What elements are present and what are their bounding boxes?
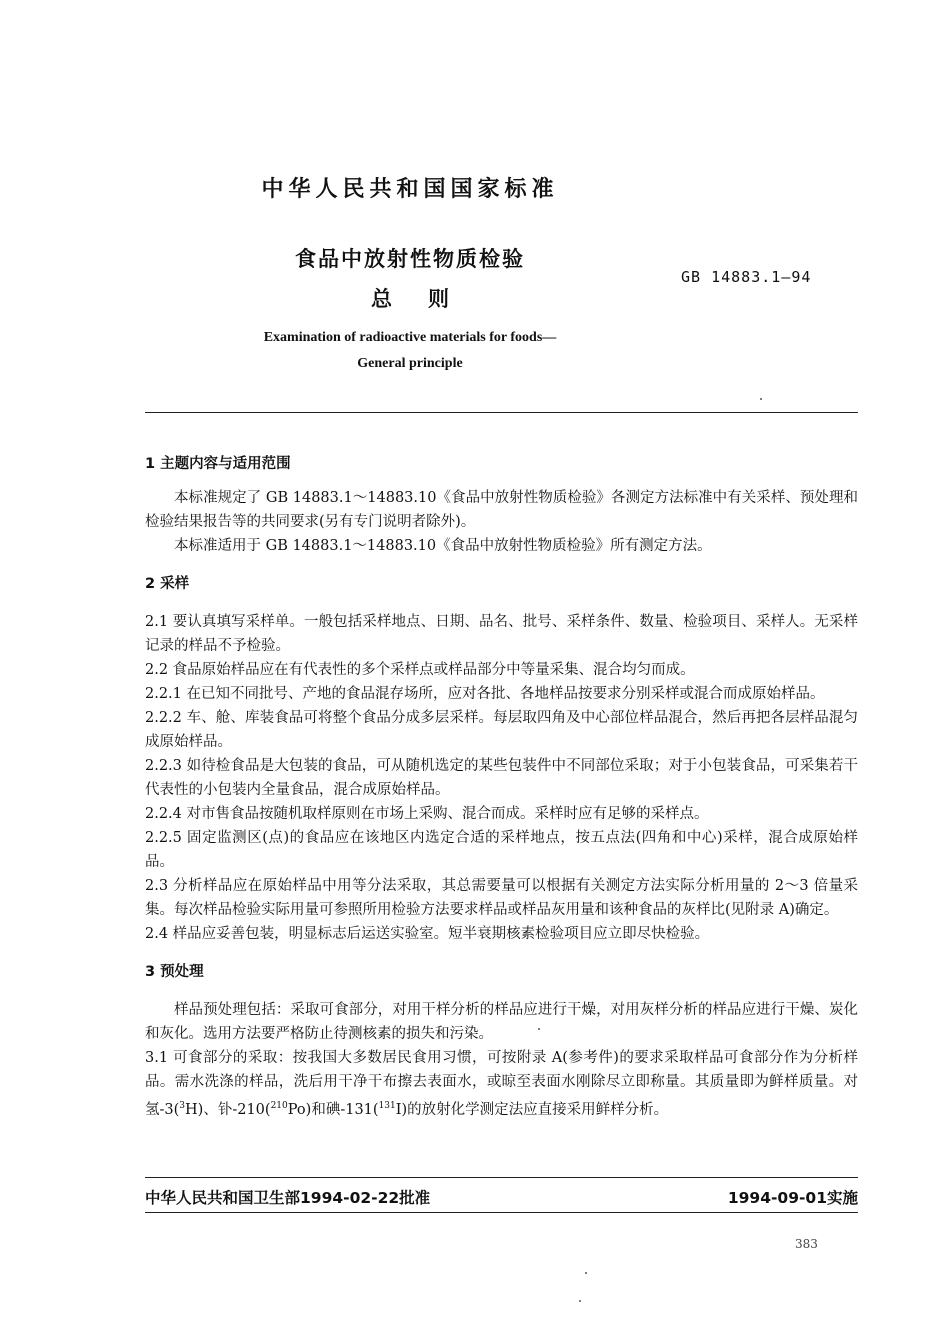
clause-text: 3.1 可食部分的采取：按我国大多数居民食用习惯，可按附录 A(参考件)的要求采取样品可食部分作为分析样品。需水洗涤的样品，洗后用干净干布擦去表面水，或晾至表面水刚除尽立即称量。其质量即为鲜样质量。对氢-3( xyxy=(145,1050,858,1118)
document-subtitle: 总则 xyxy=(371,287,485,311)
clause: 2.1 要认真填写采样单。一般包括采样地点、日期、品名、批号、采样条件、数量、检验项目、采样人。无采样记录的样品不予检验。 xyxy=(145,614,858,654)
page-number: 383 xyxy=(795,1237,818,1251)
english-title-line1: Examination of radioactive materials for foods— xyxy=(263,330,557,345)
superscript: 210 xyxy=(270,1101,288,1111)
clause-text: Po)和碘-131( xyxy=(287,1101,379,1118)
scan-speck xyxy=(579,1300,581,1302)
footer-bottom-line xyxy=(145,1212,858,1213)
clause-3-1 xyxy=(145,1046,858,1122)
paragraph: 本标准规定了 GB 14883.1～14883.10《食品中放射性物质检验》各测定方法标准中有关采样、预处理和检验结果报告等的共同要求(另有专门说明者除外)。 xyxy=(145,490,858,530)
clause: 2.2.5 固定监测区(点)的食品应在该地区内选定合适的采样地点，按五点法(四角和中心)采样，混合成原始样品。 xyxy=(145,830,858,870)
clause: 2.4 样品应妥善包装，明显标志后运送实验室。短半衰期核素检验项目应立即尽快检验。 xyxy=(145,926,710,942)
english-title-line2: General principle xyxy=(357,356,463,371)
scan-speck xyxy=(538,1028,540,1030)
clause: 2.2.3 如待检食品是大包装的食品，可从随机选定的某些包装件中不同部位采取；对于小包装食品，可采集若干代表性的小包装内全量食品，混合成原始样品。 xyxy=(145,758,858,798)
standard-code: GB 14883.1—94 xyxy=(681,268,812,286)
document-title: 食品中放射性物质检验 xyxy=(295,247,525,271)
section-heading: 2 采样 xyxy=(145,576,190,592)
paragraph: 本标准适用于 GB 14883.1～14883.10《食品中放射性物质检验》所有测定方法。 xyxy=(174,538,712,554)
header-divider xyxy=(145,412,858,413)
clause: 2.3 分析样品应在原始样品中用等分法采取，其总需要量可以根据有关测定方法实际分析用量的 2～3 倍量采集。每次样品检验实际用量可参照所用检验方法要求样品或样品灰用量和该种食品的灰样比(见附录 A)确定。 xyxy=(145,878,858,918)
section-heading: 3 预处理 xyxy=(145,964,204,980)
approval-note: 中华人民共和国卫生部1994-02-22批准 xyxy=(145,1189,431,1207)
clause: 2.2 食品原始样品应在有代表性的多个采样点或样品部分中等量采集、混合均匀而成。 xyxy=(145,662,695,678)
scan-speck xyxy=(585,1272,587,1274)
national-standard-title: 中华人民共和国国家标准 xyxy=(261,177,559,202)
superscript: 131 xyxy=(378,1101,396,1111)
clause-text: I)的放射化学测定法应直接采用鲜样分析。 xyxy=(395,1101,669,1118)
footer-divider xyxy=(145,1177,858,1178)
clause: 2.2.2 车、舱、库装食品可将整个食品分成多层采样。每层取四角及中心部位样品混合，然后再把各层样品混匀成原始样品。 xyxy=(145,710,858,750)
section-heading: 1 主题内容与适用范围 xyxy=(145,456,291,472)
superscript: 3 xyxy=(179,1101,186,1111)
clause: 2.2.4 对市售食品按随机取样原则在市场上采购、混合而成。采样时应有足够的采样点。 xyxy=(145,806,709,822)
scan-speck xyxy=(760,398,762,400)
document-body xyxy=(145,452,858,1122)
paragraph: 样品预处理包括：采取可食部分，对用干样分析的样品应进行干燥，对用灰样分析的样品应进行干燥、炭化和灰化。选用方法要严格防止待测核素的损失和污染。 xyxy=(145,1002,858,1042)
clause: 2.2.1 在已知不同批号、产地的食品混存场所，应对各批、各地样品按要求分别采样或混合而成原始样品。 xyxy=(145,686,825,702)
implementation-date: 1994-09-01实施 xyxy=(727,1189,858,1207)
clause-text: H)、钋-210( xyxy=(185,1101,271,1118)
